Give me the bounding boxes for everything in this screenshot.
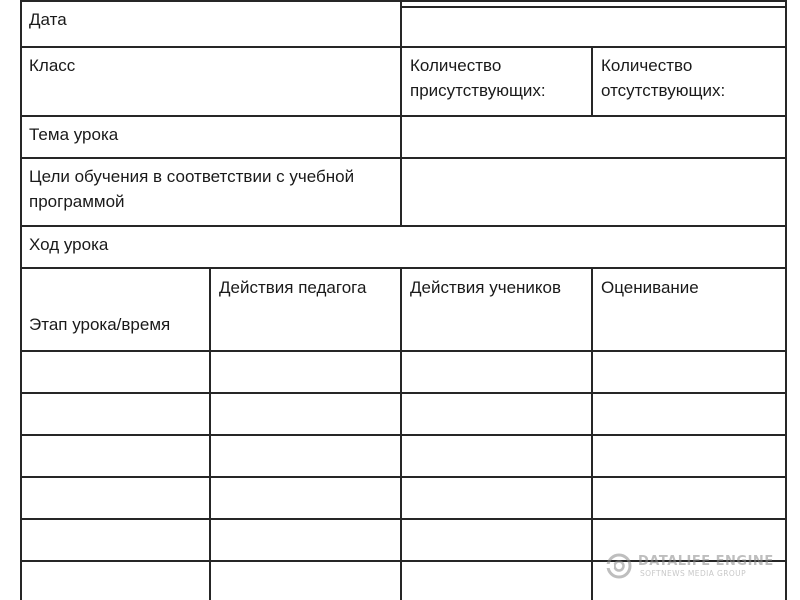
table-border: [20, 46, 786, 48]
header-assessment: Оценивание: [601, 278, 699, 297]
table-border: [20, 267, 786, 269]
table-border: [20, 350, 786, 352]
table-border: [401, 6, 786, 8]
table-border: [20, 476, 786, 478]
header-student-actions: Действия учеников: [410, 278, 562, 297]
lesson-progress-label: Ход урока: [29, 235, 109, 254]
date-value-cell[interactable]: [401, 6, 786, 46]
datalife-engine-logo-icon: [606, 553, 632, 579]
lesson-topic-label: Тема урока: [29, 125, 119, 144]
table-border: [591, 46, 593, 115]
table-border: [400, 267, 402, 600]
learning-goals-label: Цели обучения в соответствии с учебной программой: [29, 167, 355, 211]
table-border: [20, 225, 786, 227]
class-label: Класс: [29, 56, 76, 75]
date-label: Дата: [29, 10, 67, 29]
datalife-engine-watermark: [606, 553, 774, 579]
table-border: [20, 560, 786, 562]
absent-count-label: Количество отсутствующих:: [601, 56, 726, 100]
lesson-topic-value-cell[interactable]: [401, 115, 786, 158]
header-stage-time: Этап урока/время: [29, 315, 171, 334]
table-border: [20, 0, 22, 600]
present-count-label: Количество присутствующих:: [410, 56, 546, 100]
table-border: [20, 518, 786, 520]
header-teacher-actions: Действия педагога: [219, 278, 367, 297]
table-border: [400, 0, 402, 225]
table-border: [20, 392, 786, 394]
table-border: [20, 115, 786, 117]
watermark-title: DATALIFE ENGINE: [638, 554, 774, 569]
table-border: [20, 0, 786, 2]
table-border: [785, 0, 787, 600]
table-border: [20, 157, 786, 159]
watermark-subtitle: SOFTNEWS MEDIA GROUP: [640, 569, 746, 578]
table-border: [20, 434, 786, 436]
learning-goals-value-cell[interactable]: [401, 157, 786, 225]
table-border: [591, 267, 593, 600]
table-border: [209, 267, 211, 600]
